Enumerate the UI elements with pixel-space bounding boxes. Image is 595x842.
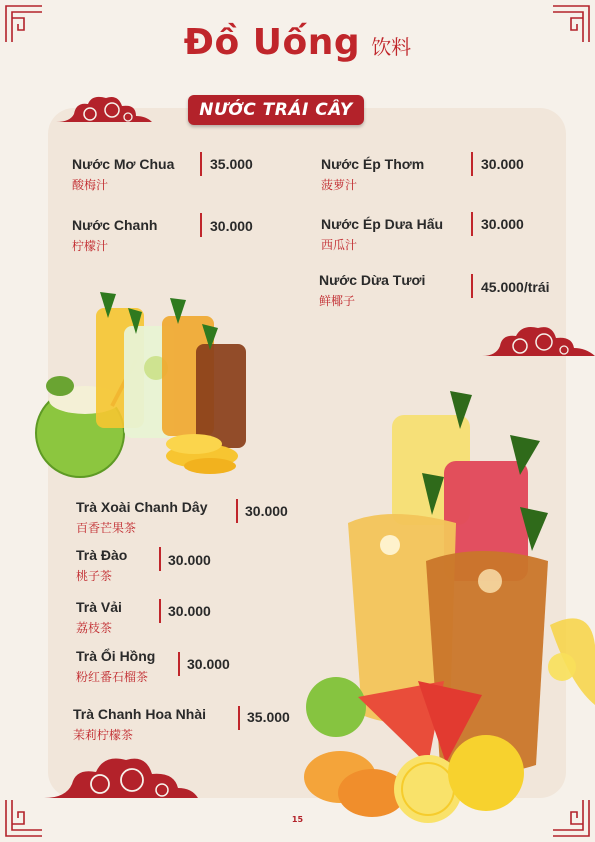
item-cn: 鲜椰子 <box>319 294 356 308</box>
price-divider <box>471 274 473 298</box>
item-name: Trà Chanh Hoa Nhài <box>73 706 207 722</box>
cloud-ornament-icon <box>40 752 200 810</box>
item-price: 30.000 <box>210 218 253 234</box>
menu-item <box>73 706 290 743</box>
juice-illustration <box>30 288 260 488</box>
item-price: 30.000 <box>481 156 524 172</box>
glass-icon <box>196 344 246 448</box>
menu-item <box>76 599 211 636</box>
title-cn: 饮料 <box>371 35 412 59</box>
item-price: 45.000/trái <box>481 279 550 295</box>
price-divider <box>159 547 161 571</box>
item-name: Trà Xoài Chanh Dây <box>76 499 208 515</box>
item-name: Nước Ép Thơm <box>321 156 425 172</box>
item-cn: 酸梅汁 <box>72 178 109 192</box>
item-cn: 百香芒果茶 <box>76 521 137 535</box>
menu-item <box>321 156 524 193</box>
apple-icon <box>306 677 366 737</box>
item-name: Trà Ổi Hồng <box>76 648 156 664</box>
item-name: Nước Mơ Chua <box>72 156 175 172</box>
menu-item <box>76 499 288 536</box>
price-divider <box>200 152 202 176</box>
item-cn: 荔枝茶 <box>76 621 113 635</box>
item-cn: 粉红番石榴茶 <box>76 670 149 684</box>
page-title <box>0 22 595 63</box>
item-cn: 西瓜汁 <box>321 238 358 252</box>
menu-item <box>72 156 253 193</box>
item-price: 30.000 <box>245 503 288 519</box>
price-divider <box>178 652 180 676</box>
tea-illustration <box>300 385 595 835</box>
price-divider <box>471 212 473 236</box>
item-price: 35.000 <box>210 156 253 172</box>
cloud-ornament-icon <box>478 322 595 364</box>
price-divider <box>159 599 161 623</box>
cloud-ornament-icon <box>52 92 156 130</box>
price-divider <box>200 213 202 237</box>
price-divider <box>236 499 238 523</box>
menu-item <box>76 648 230 685</box>
item-cn: 茉莉柠檬茶 <box>73 728 134 742</box>
price-divider <box>238 706 240 730</box>
title-main: Đồ Uống <box>183 22 361 63</box>
price-divider <box>471 152 473 176</box>
item-price: 30.000 <box>168 552 211 568</box>
item-cn: 桃子茶 <box>76 569 113 583</box>
menu-item <box>72 217 253 254</box>
menu-item <box>76 547 211 584</box>
item-price: 30.000 <box>481 216 524 232</box>
item-name: Nước Chanh <box>72 217 158 233</box>
menu-item <box>321 216 524 253</box>
item-name: Trà Vải <box>76 599 122 615</box>
item-cn: 柠檬汁 <box>72 239 109 253</box>
menu-item <box>319 272 550 309</box>
item-name: Trà Đào <box>76 547 128 563</box>
page-number: 15 <box>291 815 304 824</box>
item-price: 30.000 <box>168 603 211 619</box>
item-cn: 菠萝汁 <box>321 178 358 192</box>
item-name: Nước Dừa Tươi <box>319 272 426 288</box>
lemon-icon <box>448 735 524 811</box>
item-price: 30.000 <box>187 656 230 672</box>
item-name: Nước Ép Dưa Hấu <box>321 216 444 232</box>
section-badge: NƯỚC TRÁI CÂY <box>188 95 364 125</box>
item-price: 35.000 <box>247 709 290 725</box>
